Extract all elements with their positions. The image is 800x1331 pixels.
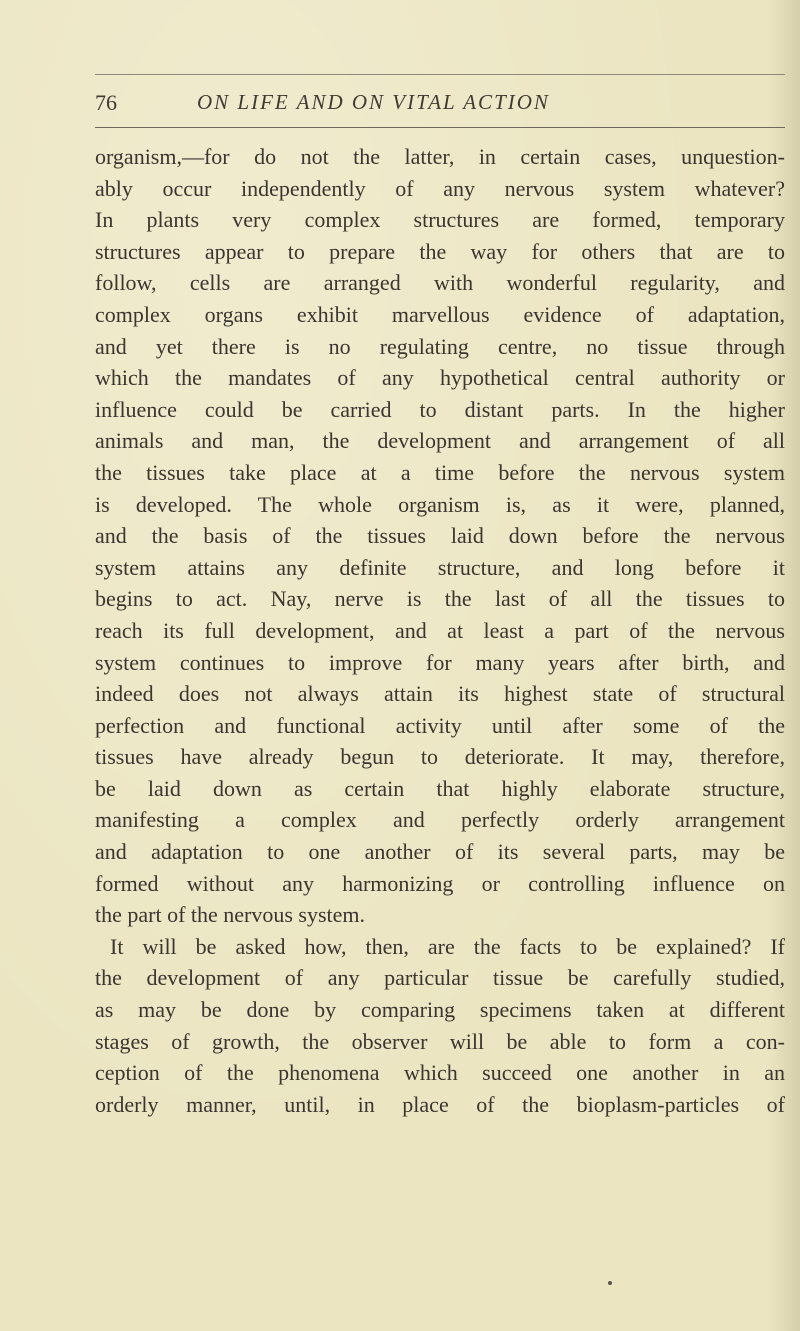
text-line: ception of the phenomena which succeed one another in an <box>95 1060 785 1086</box>
running-head: ON LIFE AND ON VITAL ACTION <box>197 90 550 114</box>
text-line: the development of any particular tissue be carefully studied, <box>95 965 785 991</box>
text-line: is developed. The whole organism is, as it were, planned, <box>95 491 785 517</box>
text-line: complex organs exhibit marvellous evidence of adaptation, <box>95 301 785 327</box>
body-text <box>95 141 785 1120</box>
text-line: begins to act. Nay, nerve is the last of all the tissues to <box>95 586 785 612</box>
text-line: the tissues take place at a time before the nervous system <box>95 459 785 485</box>
text-line: stages of growth, the observer will be able to form a con- <box>95 1028 785 1054</box>
text-line: which the mandates of any hypothetical central authority or <box>95 365 785 391</box>
text-line: animals and man, the development and arrangement of all <box>95 428 785 454</box>
text-line: system continues to improve for many years after birth, and <box>95 649 785 675</box>
text-line: formed without any harmonizing or controlling influence on <box>95 870 785 896</box>
text-line: influence could be carried to distant parts. In the higher <box>95 396 785 422</box>
text-line: and the basis of the tissues laid down before the nervous <box>95 523 785 549</box>
paragraph-2 <box>95 931 785 1121</box>
text-line: structures appear to prepare the way for others that are to <box>95 238 785 264</box>
text-line: indeed does not always attain its highest state of structural <box>95 681 785 707</box>
header-rule <box>95 127 785 128</box>
text-line: orderly manner, until, in place of the bioplasm-particles of <box>95 1091 785 1117</box>
text-line: the part of the nervous system. <box>95 902 366 928</box>
ink-speck <box>608 1281 612 1285</box>
text-line: and yet there is no regulating centre, no tissue through <box>95 333 785 359</box>
text-line: organism,—for do not the latter, in certain cases, unquestion- <box>95 144 785 169</box>
page-header <box>95 90 785 120</box>
page-number: 76 <box>95 90 117 115</box>
text-line: be laid down as certain that highly elaborate structure, <box>95 775 785 801</box>
text-line: system attains any definite structure, and long before it <box>95 554 785 580</box>
top-rule <box>95 74 785 75</box>
text-line: reach its full development, and at least a part of the nervous <box>95 617 785 643</box>
text-line: perfection and functional activity until after some of the <box>95 712 785 738</box>
text-line: tissues have already begun to deteriorate. It may, therefore, <box>95 744 785 770</box>
text-line: follow, cells are arranged with wonderful regularity, and <box>95 270 785 296</box>
text-line: manifesting a complex and perfectly orderly arrangement <box>95 807 785 833</box>
text-line: It will be asked how, then, are the facts to be explained? If <box>110 933 785 959</box>
text-line: as may be done by comparing specimens taken at different <box>95 997 785 1023</box>
text-line: In plants very complex structures are formed, temporary <box>95 207 785 233</box>
paragraph-1 <box>95 141 785 931</box>
text-line: ably occur independently of any nervous system whatever? <box>95 175 785 201</box>
text-line: and adaptation to one another of its several parts, may be <box>95 839 785 865</box>
